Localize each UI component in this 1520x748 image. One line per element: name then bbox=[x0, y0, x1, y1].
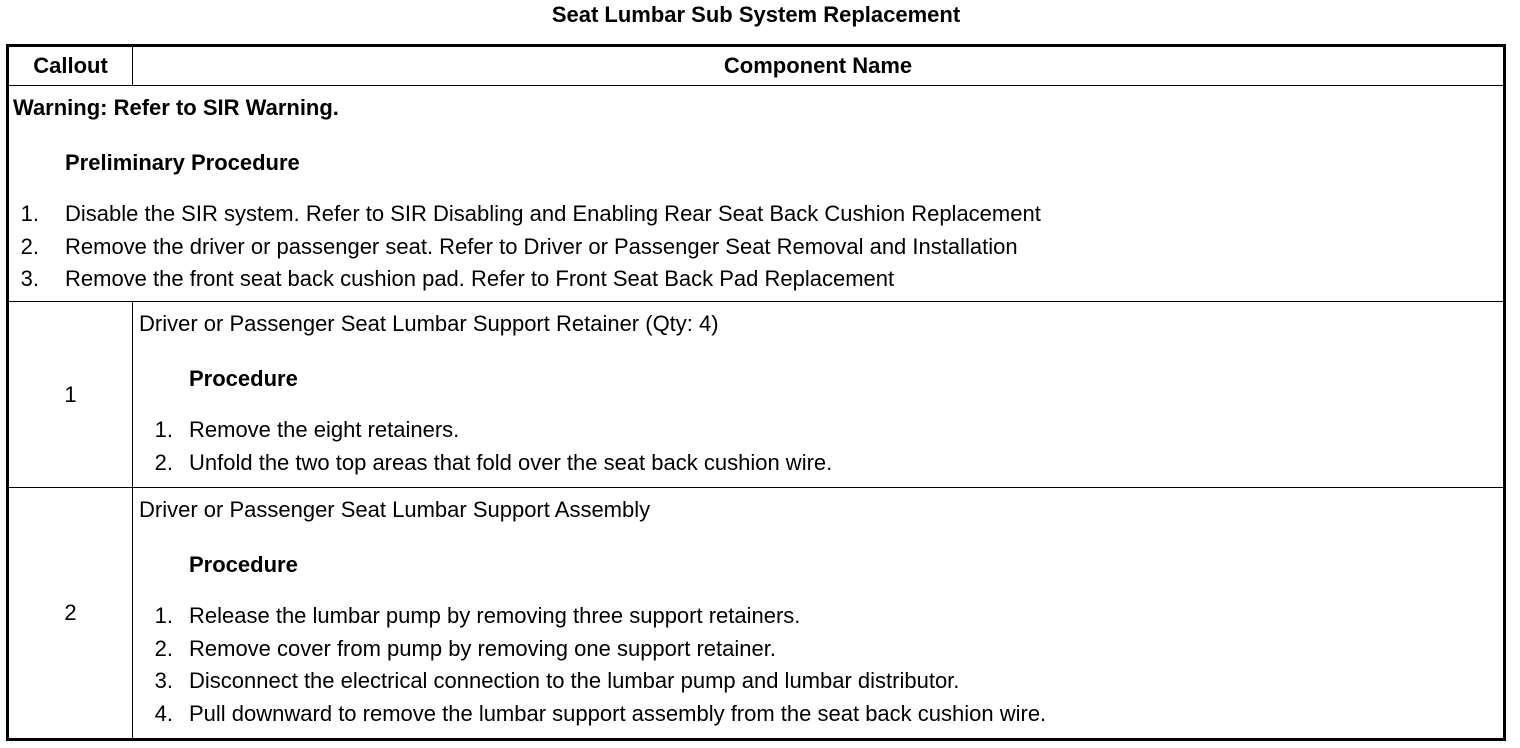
preliminary-heading: Preliminary Procedure bbox=[65, 150, 300, 175]
preliminary-cell bbox=[8, 86, 1505, 302]
list-item: 2. Remove the driver or passenger seat. Refer to Driver or Passenger Seat Removal and Installation bbox=[20, 233, 1018, 259]
component-header: Component Name bbox=[133, 46, 1505, 86]
header-row bbox=[8, 46, 1505, 86]
table-row bbox=[8, 302, 1505, 488]
procedure-heading: Procedure bbox=[189, 552, 298, 577]
list-item: 4. Pull downward to remove the lumbar support assembly from the seat back cushion wire. bbox=[154, 700, 1047, 726]
list-item: 2. Unfold the two top areas that fold over the seat back cushion wire. bbox=[154, 449, 833, 475]
page-title: Seat Lumbar Sub System Replacement bbox=[551, 2, 961, 27]
preliminary-row bbox=[8, 86, 1505, 302]
component-cell bbox=[133, 302, 1505, 488]
sir-warning: Warning: Refer to SIR Warning. bbox=[13, 95, 339, 120]
list-item: 1. Disable the SIR system. Refer to SIR Disabling and Enabling Rear Seat Back Cushion Replacement bbox=[20, 201, 1041, 226]
component-cell bbox=[133, 488, 1505, 740]
list-item: 2. Remove cover from pump by removing one support retainer. bbox=[154, 635, 776, 661]
procedure-steps bbox=[133, 578, 1503, 730]
list-item: 1. Remove the eight retainers. bbox=[154, 417, 460, 442]
component-table bbox=[6, 44, 1506, 741]
procedure-steps bbox=[133, 392, 1503, 479]
table-row bbox=[8, 488, 1505, 740]
preliminary-steps bbox=[9, 176, 1503, 296]
procedure-heading: Procedure bbox=[189, 366, 298, 391]
callout-header: Callout bbox=[8, 46, 133, 86]
component-name: Driver or Passenger Seat Lumbar Support Assembly bbox=[139, 497, 651, 522]
list-item: 3. Remove the front seat back cushion pad. Refer to Front Seat Back Pad Replacement bbox=[20, 266, 895, 291]
callout-number: 2 bbox=[8, 488, 133, 740]
list-item: 3. Disconnect the electrical connection to the lumbar pump and lumbar distributor. bbox=[154, 668, 960, 693]
list-item: 1. Release the lumbar pump by removing three support retainers. bbox=[154, 603, 801, 628]
callout-number: 1 bbox=[8, 302, 133, 488]
component-name: Driver or Passenger Seat Lumbar Support Retainer (Qty: 4) bbox=[139, 311, 719, 336]
